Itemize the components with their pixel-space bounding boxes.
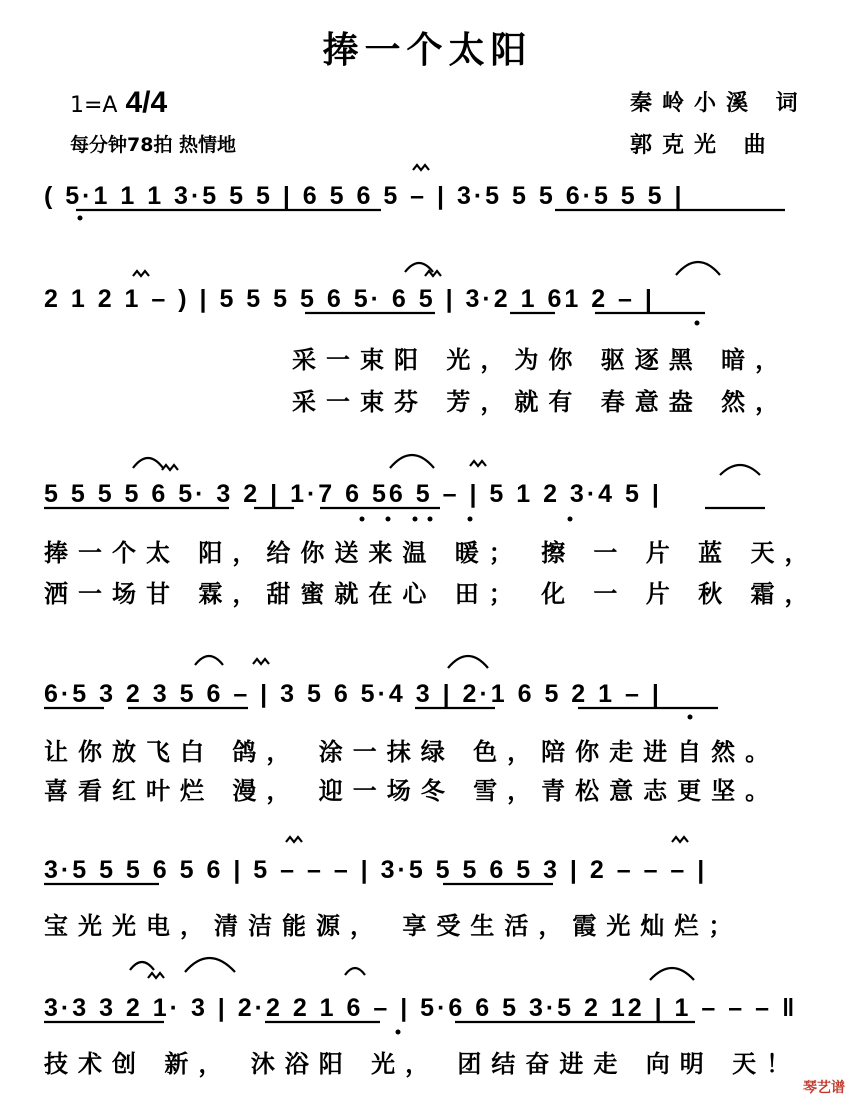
slur-mark (133, 458, 163, 468)
octave-dot (468, 517, 473, 522)
ornament-mark (148, 973, 164, 978)
key-label: 1=A (70, 93, 118, 118)
lyric-row-2-verse-2: 采一束芬 芳，就有 春意盎 然， (292, 388, 790, 416)
slur-mark (390, 455, 434, 468)
lyric-row-6: 技术创 新， 沐浴阳 光， 团结奋进走 向明 天！ (44, 1050, 801, 1078)
lyric-row-4-verse-2: 喜看红叶烂 漫， 迎一场冬 雪，青松意志更坚。 (44, 777, 780, 805)
octave-dot (386, 517, 391, 522)
notation-row-1: ( 5·1 1 1 3·5 5 5 | 6 5 6 5 – | 3·5 5 5 6·5 5 5 | (44, 182, 685, 210)
ornament-mark (286, 837, 302, 842)
tempo-marking: 每分钟78拍 热情地 (70, 134, 237, 156)
ornament-mark (413, 165, 429, 170)
octave-dot (568, 517, 573, 522)
composer-credit: 郭克光 曲 (630, 133, 776, 158)
slur-mark (650, 968, 694, 980)
slur-mark (195, 656, 223, 665)
notation-row-3: 5 5 5 5 6 5· 3 2 | 1·7 6 56 5 – | 5 1 2 3·4 5 | (44, 480, 662, 508)
slur-mark (720, 465, 760, 475)
song-title: 捧一个太阳 (322, 30, 533, 71)
notation-row-2: 2 1 2 1 – ) | 5 5 5 5 6 5· 6 5 | 3·2 1 61 2 – | (44, 285, 655, 313)
lyric-row-2-verse-1: 采一束阳 光，为你 驱逐黑 暗， (292, 346, 790, 374)
slur-mark (130, 962, 154, 970)
octave-dot (396, 1030, 401, 1035)
notation-row-5: 3·5 5 5 6 5 6 | 5 – – – | 3·5 5 5 6 5 3 | 2 – – – | (44, 856, 708, 884)
slur-mark (448, 656, 488, 668)
notation-row-6: 3·3 3 2 1· 3 | 2·2 2 1 6 – | 5·6 6 5 3·5 2 12 | 1 – – – ‖ (44, 994, 798, 1022)
ornament-mark (253, 659, 269, 664)
lyric-row-3-verse-2: 洒一场甘 霖，甜蜜就在心 田； 化 一 片 秋 霜， (44, 580, 819, 608)
time-signature: 4/4 (125, 86, 168, 119)
octave-dot (428, 517, 433, 522)
lyric-row-5: 宝光光电，清洁能源， 享受生活，霞光灿烂； (44, 912, 743, 940)
octave-dot (413, 517, 418, 522)
ornament-mark (133, 271, 149, 276)
ornament-mark (162, 465, 178, 470)
lyric-row-4-verse-1: 让你放飞白 鸽， 涂一抹绿 色，陪你走进自然。 (44, 738, 780, 766)
ornament-mark (672, 837, 688, 842)
slur-mark (345, 968, 365, 975)
octave-dot (695, 321, 700, 326)
lyric-row-3-verse-1: 捧一个太 阳，给你送来温 暖； 擦 一 片 蓝 天， (44, 539, 819, 567)
ornament-mark (470, 461, 486, 466)
octave-dot (360, 517, 365, 522)
octave-dot (78, 216, 83, 221)
notation-row-4: 6·5 3 2 3 5 6 – | 3 5 6 5·4 3 | 2·1 6 5 2 1 – | (44, 680, 662, 708)
watermark-logo: 琴艺谱 (803, 1080, 845, 1096)
slur-mark (185, 958, 235, 972)
slur-mark (676, 262, 720, 275)
lyricist-credit: 秦岭小溪 词 (630, 91, 808, 116)
octave-dot (688, 715, 693, 720)
